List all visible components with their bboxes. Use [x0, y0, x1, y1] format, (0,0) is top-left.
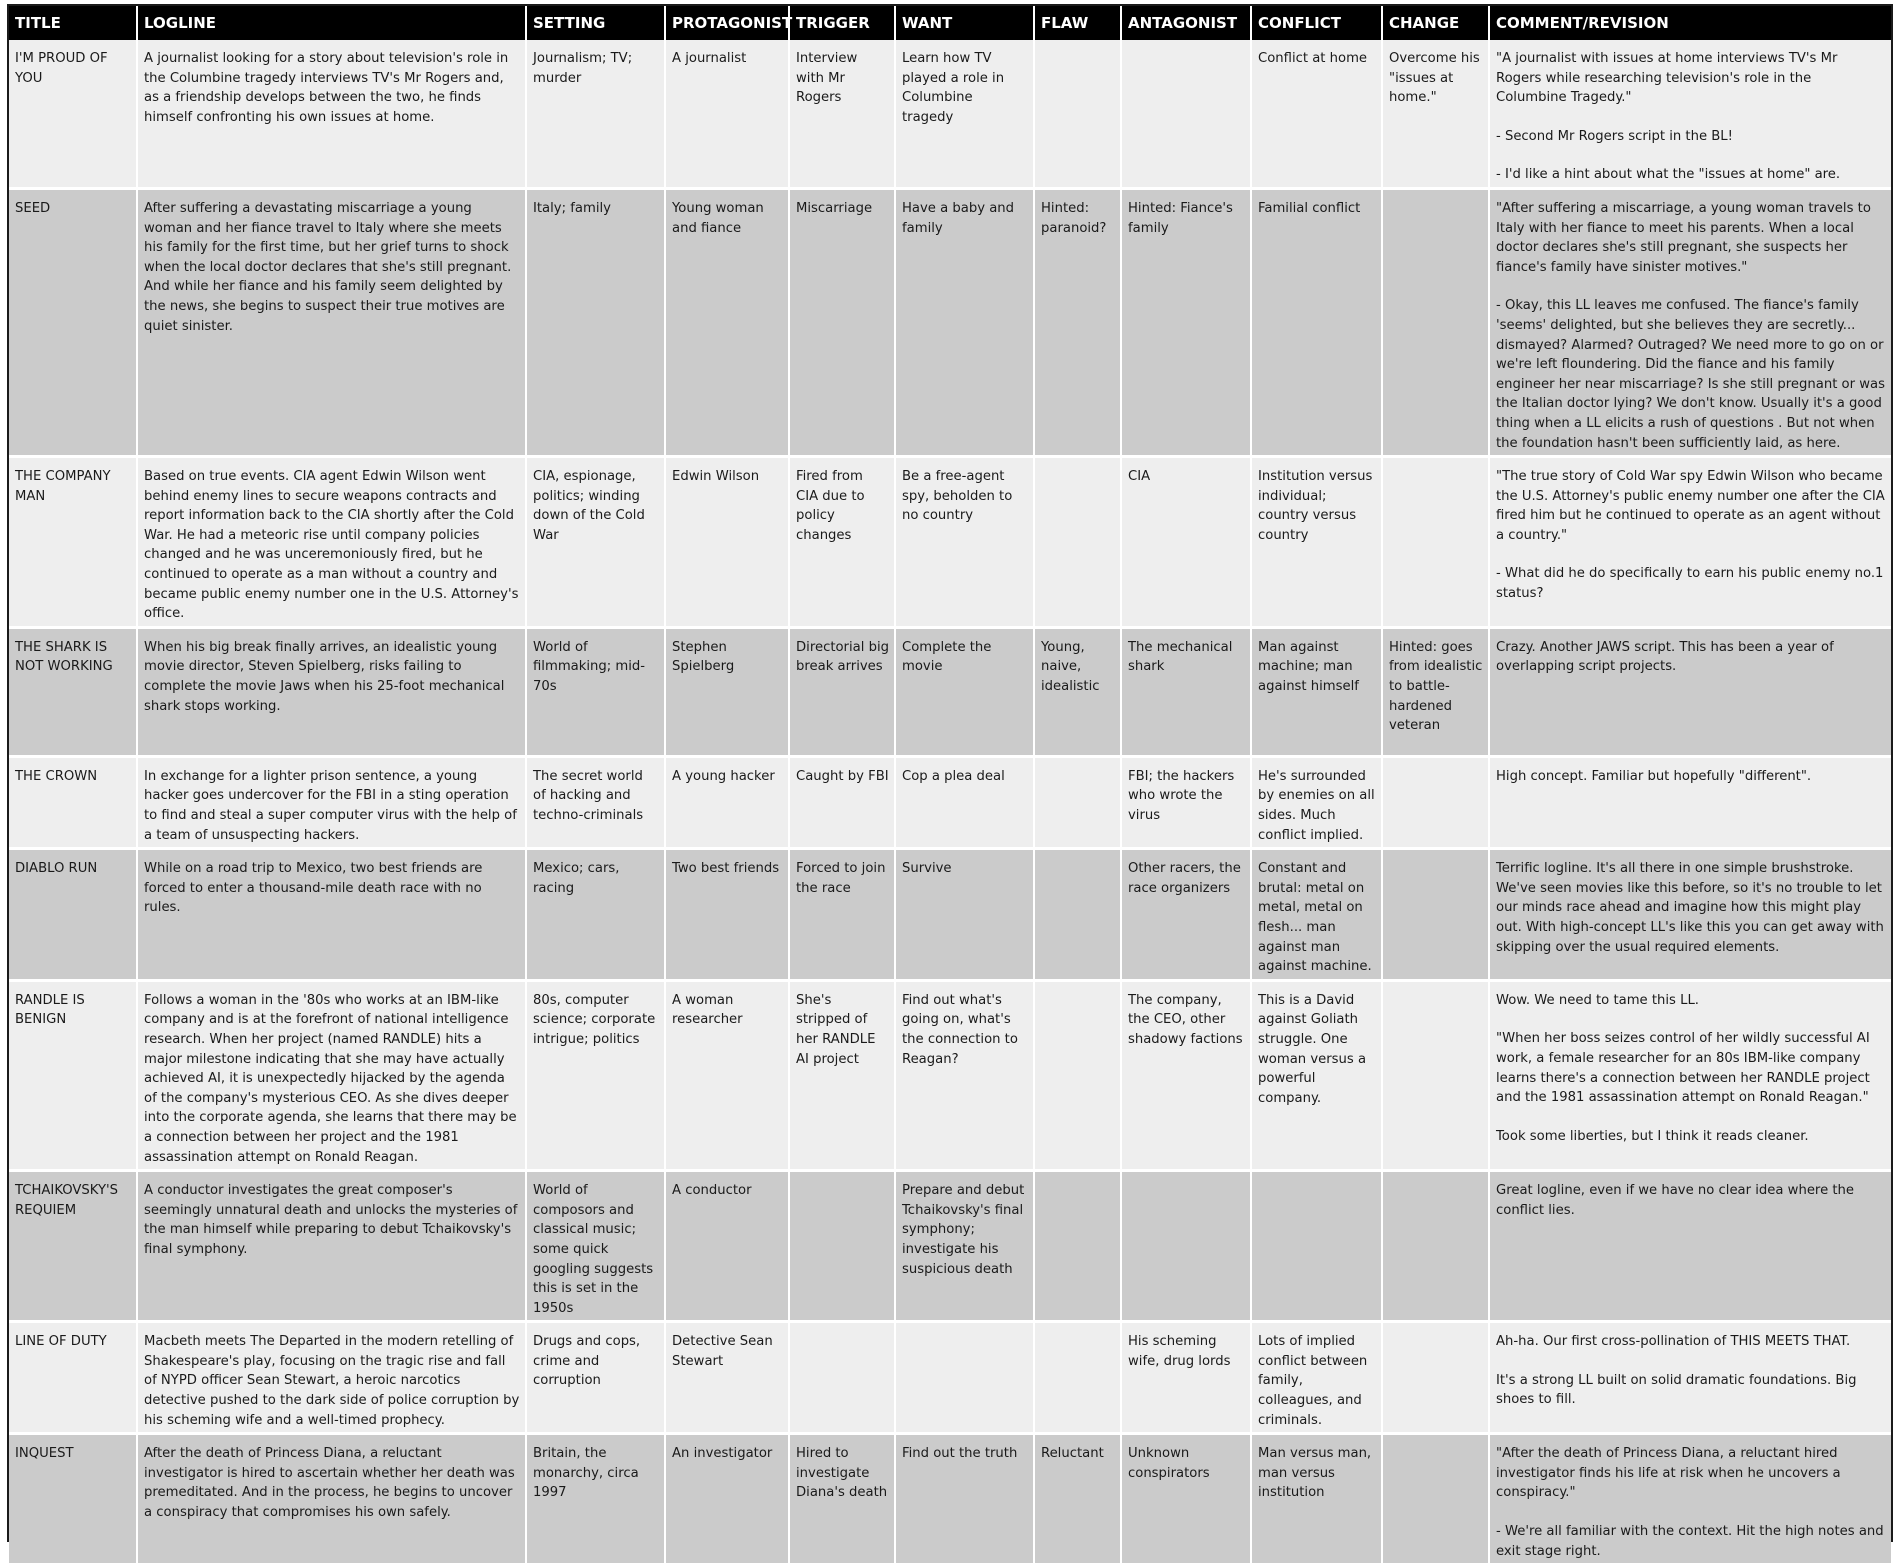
- cell-want: Be a free-agent spy, beholden to no country: [895, 457, 1034, 628]
- table-row: [9, 40, 1891, 188]
- cell-comment: [1489, 756, 1891, 848]
- cell-antagonist: [1121, 1171, 1251, 1322]
- comment-paragraph: It's a strong LL built on solid dramatic foundations. Big shoes to fill.: [1496, 1372, 1857, 1408]
- header-setting: SETTING: [526, 6, 665, 40]
- cell-conflict: Constant and brutal: metal on metal, metal on flesh... man against man against machine.: [1251, 849, 1382, 981]
- comment-paragraph: Great logline, even if we have no clear idea where the conflict lies.: [1496, 1183, 1855, 1218]
- header-flaw: FLAW: [1034, 6, 1121, 40]
- cell-comment: [1489, 1434, 1891, 1565]
- cell-change: [1382, 188, 1489, 456]
- comment-paragraph: - We're all familiar with the context. Hit the high notes and exit stage right.: [1496, 1524, 1884, 1559]
- header-comment-revision: COMMENT/REVISION: [1489, 6, 1891, 40]
- cell-antagonist: FBI; the hackers who wrote the virus: [1121, 756, 1251, 848]
- cell-logline: In exchange for a lighter prison sentence, a young hacker goes undercover for the FBI in a sting operation to find and steal a super computer virus with the help of a team of unsuspecting hackers.: [137, 756, 526, 848]
- cell-antagonist: Unknown conspirators: [1121, 1434, 1251, 1565]
- cell-change: [1382, 756, 1489, 848]
- cell-setting: 80s, computer science; corporate intrigue; politics: [526, 980, 665, 1170]
- cell-protagonist: A conductor: [665, 1171, 789, 1322]
- cell-logline: A journalist looking for a story about television's role in the Columbine tragedy interviews TV's Mr Rogers and, as a friendship develops between the two, he finds himself confronting his own issues at home.: [137, 40, 526, 188]
- cell-conflict: Conflict at home: [1251, 40, 1382, 188]
- cell-setting: CIA, espionage, politics; winding down of the Cold War: [526, 457, 665, 628]
- header-conflict: CONFLICT: [1251, 6, 1382, 40]
- cell-logline: While on a road trip to Mexico, two best friends are forced to enter a thousand-mile death race with no rules.: [137, 849, 526, 981]
- comment-paragraph: "A journalist with issues at home interviews TV's Mr Rogers while researching television's role in the Columbine Tragedy.": [1496, 51, 1838, 106]
- cell-trigger: Forced to join the race: [789, 849, 895, 981]
- cell-conflict: Familial conflict: [1251, 188, 1382, 456]
- logline-table: [9, 6, 1891, 1566]
- cell-conflict: Man against machine; man against himself: [1251, 627, 1382, 756]
- header-title: TITLE: [9, 6, 137, 40]
- cell-logline: When his big break finally arrives, an idealistic young movie director, Steven Spielberg, risks failing to complete the movie Jaws when his 25-foot mechanical shark stops working.: [137, 627, 526, 756]
- cell-comment: [1489, 849, 1891, 981]
- cell-change: [1382, 457, 1489, 628]
- cell-title: LINE OF DUTY: [9, 1322, 137, 1434]
- cell-setting: Italy; family: [526, 188, 665, 456]
- cell-comment: [1489, 40, 1891, 188]
- cell-change: [1382, 1434, 1489, 1565]
- cell-flaw: Hinted: paranoid?: [1034, 188, 1121, 456]
- cell-comment: [1489, 980, 1891, 1170]
- cell-change: [1382, 1322, 1489, 1434]
- comment-paragraph: Crazy. Another JAWS script. This has been a year of overlapping script projects.: [1496, 639, 1834, 675]
- header-want: WANT: [895, 6, 1034, 40]
- cell-protagonist: Edwin Wilson: [665, 457, 789, 628]
- cell-logline: Macbeth meets The Departed in the modern retelling of Shakespeare's play, focusing on the tragic rise and fall of NYPD officer Sean Stewart, a heroic narcotics detective pushed to the dark side of police corruption by his scheming wife and a well-timed prophecy.: [137, 1322, 526, 1434]
- cell-setting: Drugs and cops, crime and corruption: [526, 1322, 665, 1434]
- cell-antagonist: Other racers, the race organizers: [1121, 849, 1251, 981]
- cell-comment: [1489, 627, 1891, 756]
- cell-flaw: [1034, 1171, 1121, 1322]
- cell-change: [1382, 849, 1489, 981]
- cell-antagonist: [1121, 40, 1251, 188]
- cell-setting: World of composors and classical music; some quick googling suggests this is set in the 1950s: [526, 1171, 665, 1322]
- cell-trigger: [789, 1171, 895, 1322]
- cell-trigger: Hired to investigate Diana's death: [789, 1434, 895, 1565]
- comment-paragraph: - What did he do specifically to earn his public enemy no.1 status?: [1496, 566, 1884, 602]
- cell-want: Have a baby and family: [895, 188, 1034, 456]
- table-row: [9, 627, 1891, 756]
- cell-logline: After suffering a devastating miscarriage a young woman and her fiance travel to Italy where she meets his family for the first time, but her grief turns to shock when the local doctor declares that she's still pregnant. And while her fiance and his family seem delighted by the news, she begins to suspect their true motives are quiet sinister.: [137, 188, 526, 456]
- cell-title: THE SHARK IS NOT WORKING: [9, 627, 137, 756]
- cell-flaw: Young, naive, idealistic: [1034, 627, 1121, 756]
- cell-title: THE CROWN: [9, 756, 137, 848]
- cell-title: SEED: [9, 188, 137, 456]
- cell-trigger: [789, 1322, 895, 1434]
- cell-trigger: Miscarriage: [789, 188, 895, 456]
- cell-logline: A conductor investigates the great composer's seemingly unnatural death and unlocks the mysteries of the man himself while preparing to debut Tchaikovsky's final symphony.: [137, 1171, 526, 1322]
- table-row: [9, 980, 1891, 1170]
- cell-logline: Follows a woman in the '80s who works at an IBM-like company and is at the forefront of national intelligence research. When her project (named RANDLE) hits a major milestone indicating that she may have actually achieved AI, it is unexpectedly hijacked by the agenda of the company's mysterious CEO. As she dives deeper into the corporate agenda, she learns that there may be a connection between her project and the 1981 assassination attempt on Ronald Reagan.: [137, 980, 526, 1170]
- cell-title: I'M PROUD OF YOU: [9, 40, 137, 188]
- cell-flaw: [1034, 40, 1121, 188]
- cell-trigger: Interview with Mr Rogers: [789, 40, 895, 188]
- cell-title: DIABLO RUN: [9, 849, 137, 981]
- cell-flaw: [1034, 849, 1121, 981]
- cell-trigger: Caught by FBI: [789, 756, 895, 848]
- cell-setting: Britain, the monarchy, circa 1997: [526, 1434, 665, 1565]
- cell-protagonist: A young hacker: [665, 756, 789, 848]
- cell-protagonist: Stephen Spielberg: [665, 627, 789, 756]
- cell-protagonist: Detective Sean Stewart: [665, 1322, 789, 1434]
- table-row: [9, 1171, 1891, 1322]
- cell-want: Complete the movie: [895, 627, 1034, 756]
- cell-antagonist: The mechanical shark: [1121, 627, 1251, 756]
- cell-flaw: [1034, 756, 1121, 848]
- comment-paragraph: - I'd like a hint about what the "issues at home" are.: [1496, 167, 1841, 183]
- cell-protagonist: An investigator: [665, 1434, 789, 1565]
- cell-conflict: Man versus man, man versus institution: [1251, 1434, 1382, 1565]
- cell-change: [1382, 980, 1489, 1170]
- comment-paragraph: "When her boss seizes control of her wildly successful AI work, a female researcher for an 80s IBM-like company learns there's a connection between her RANDLE project and the 1981 assassination attempt on Ronald Reagan.": [1496, 1031, 1870, 1106]
- cell-flaw: Reluctant: [1034, 1434, 1121, 1565]
- comment-paragraph: Wow. We need to tame this LL.: [1496, 992, 1699, 1008]
- table-row: [9, 756, 1891, 848]
- cell-change: Hinted: goes from idealistic to battle-hardened veteran: [1382, 627, 1489, 756]
- cell-want: Cop a plea deal: [895, 756, 1034, 848]
- cell-flaw: [1034, 1322, 1121, 1434]
- cell-want: [895, 1322, 1034, 1434]
- cell-want: Learn how TV played a role in Columbine tragedy: [895, 40, 1034, 188]
- table-row: [9, 1322, 1891, 1434]
- header-protagonist: PROTAGONIST: [665, 6, 789, 40]
- comment-paragraph: "After the death of Princess Diana, a reluctant hired investigator finds his life at risk when he uncovers a conspiracy.": [1496, 1446, 1841, 1501]
- comment-paragraph: Took some liberties, but I think it reads cleaner.: [1496, 1128, 1809, 1144]
- table-row: [9, 849, 1891, 981]
- cell-logline: Based on true events. CIA agent Edwin Wilson went behind enemy lines to secure weapons contracts and report information back to the CIA shortly after the Cold War. He had a meteoric rise until company policies changed and he was unceremoniously fired, but he continued to operate as a man without a country and became public enemy number one in the U.S. Attorney's office.: [137, 457, 526, 628]
- cell-conflict: This is a David against Goliath struggle. One woman versus a powerful company.: [1251, 980, 1382, 1170]
- cell-comment: [1489, 457, 1891, 628]
- cell-change: [1382, 1171, 1489, 1322]
- cell-title: TCHAIKOVSKY'S REQUIEM: [9, 1171, 137, 1322]
- table-row: [9, 188, 1891, 456]
- cell-protagonist: Young woman and fiance: [665, 188, 789, 456]
- cell-want: Find out what's going on, what's the connection to Reagan?: [895, 980, 1034, 1170]
- cell-setting: Mexico; cars, racing: [526, 849, 665, 981]
- cell-setting: World of filmmaking; mid-70s: [526, 627, 665, 756]
- cell-change: Overcome his "issues at home.": [1382, 40, 1489, 188]
- header-trigger: TRIGGER: [789, 6, 895, 40]
- cell-protagonist: A woman researcher: [665, 980, 789, 1170]
- header-antagonist: ANTAGONIST: [1121, 6, 1251, 40]
- cell-conflict: Lots of implied conflict between family, colleagues, and criminals.: [1251, 1322, 1382, 1434]
- cell-antagonist: His scheming wife, drug lords: [1121, 1322, 1251, 1434]
- cell-title: THE COMPANY MAN: [9, 457, 137, 628]
- comment-paragraph: - Second Mr Rogers script in the BL!: [1496, 128, 1733, 144]
- cell-trigger: Directorial big break arrives: [789, 627, 895, 756]
- cell-protagonist: A journalist: [665, 40, 789, 188]
- cell-comment: [1489, 1171, 1891, 1322]
- cell-protagonist: Two best friends: [665, 849, 789, 981]
- cell-setting: The secret world of hacking and techno-criminals: [526, 756, 665, 848]
- cell-setting: Journalism; TV; murder: [526, 40, 665, 188]
- cell-antagonist: CIA: [1121, 457, 1251, 628]
- comment-paragraph: Ah-ha. Our first cross-pollination of THIS MEETS THAT.: [1496, 1334, 1851, 1350]
- cell-conflict: Institution versus individual; country versus country: [1251, 457, 1382, 628]
- header-logline: LOGLINE: [137, 6, 526, 40]
- comment-paragraph: "After suffering a miscarriage, a young woman travels to Italy with her fiance to meet his parents. When a local doctor declares she's still pregnant, she suspects her fiance's family have sinister motives.": [1496, 200, 1871, 275]
- header-change: CHANGE: [1382, 6, 1489, 40]
- cell-want: Find out the truth: [895, 1434, 1034, 1565]
- cell-antagonist: Hinted: Fiance's family: [1121, 188, 1251, 456]
- cell-conflict: He's surrounded by enemies on all sides. Much conflict implied.: [1251, 756, 1382, 848]
- cell-flaw: [1034, 457, 1121, 628]
- cell-conflict: [1251, 1171, 1382, 1322]
- comment-paragraph: - Okay, this LL leaves me confused. The fiance's family 'seems' delighted, but she believes they are secretly... dismayed? Alarmed? Outraged? We need more to go on or we're left floundering. Did the fiance and his family engineer her near miscarriage? Is she still pregnant or was the Italian doctor lying? We don't know. Usually it's a good thing when a LL elicits a rush of questions . But not when the foundation hasn't been sufficiently laid, as here.: [1496, 298, 1885, 451]
- table-row: [9, 457, 1891, 628]
- cell-antagonist: The company, the CEO, other shadowy factions: [1121, 980, 1251, 1170]
- cell-want: Survive: [895, 849, 1034, 981]
- comment-paragraph: Terrific logline. It's all there in one simple brushstroke. We've seen movies like this before, so it's no trouble to let our minds race ahead and imagine how this might play out. With high-concept LL's like this you can get away with skipping over the usual required elements.: [1496, 861, 1884, 955]
- comment-paragraph: High concept. Familiar but hopefully "different".: [1496, 768, 1812, 784]
- cell-trigger: She's stripped of her RANDLE AI project: [789, 980, 895, 1170]
- comment-paragraph: "The true story of Cold War spy Edwin Wilson who became the U.S. Attorney's public enemy number one after the CIA fired him but he continued to operate as an agent without a country.": [1496, 469, 1885, 543]
- cell-title: INQUEST: [9, 1434, 137, 1565]
- cell-comment: [1489, 1322, 1891, 1434]
- cell-trigger: Fired from CIA due to policy changes: [789, 457, 895, 628]
- cell-title: RANDLE IS BENIGN: [9, 980, 137, 1170]
- cell-want: Prepare and debut Tchaikovsky's final symphony; investigate his suspicious death: [895, 1171, 1034, 1322]
- cell-comment: [1489, 188, 1891, 456]
- logline-analysis-sheet: [7, 4, 1893, 1559]
- cell-logline: After the death of Princess Diana, a reluctant investigator is hired to ascertain whether her death was premeditated. And in the process, he begins to uncover a conspiracy that compromises his own safely.: [137, 1434, 526, 1565]
- cell-flaw: [1034, 980, 1121, 1170]
- header-row: [9, 6, 1891, 40]
- table-row: [9, 1434, 1891, 1565]
